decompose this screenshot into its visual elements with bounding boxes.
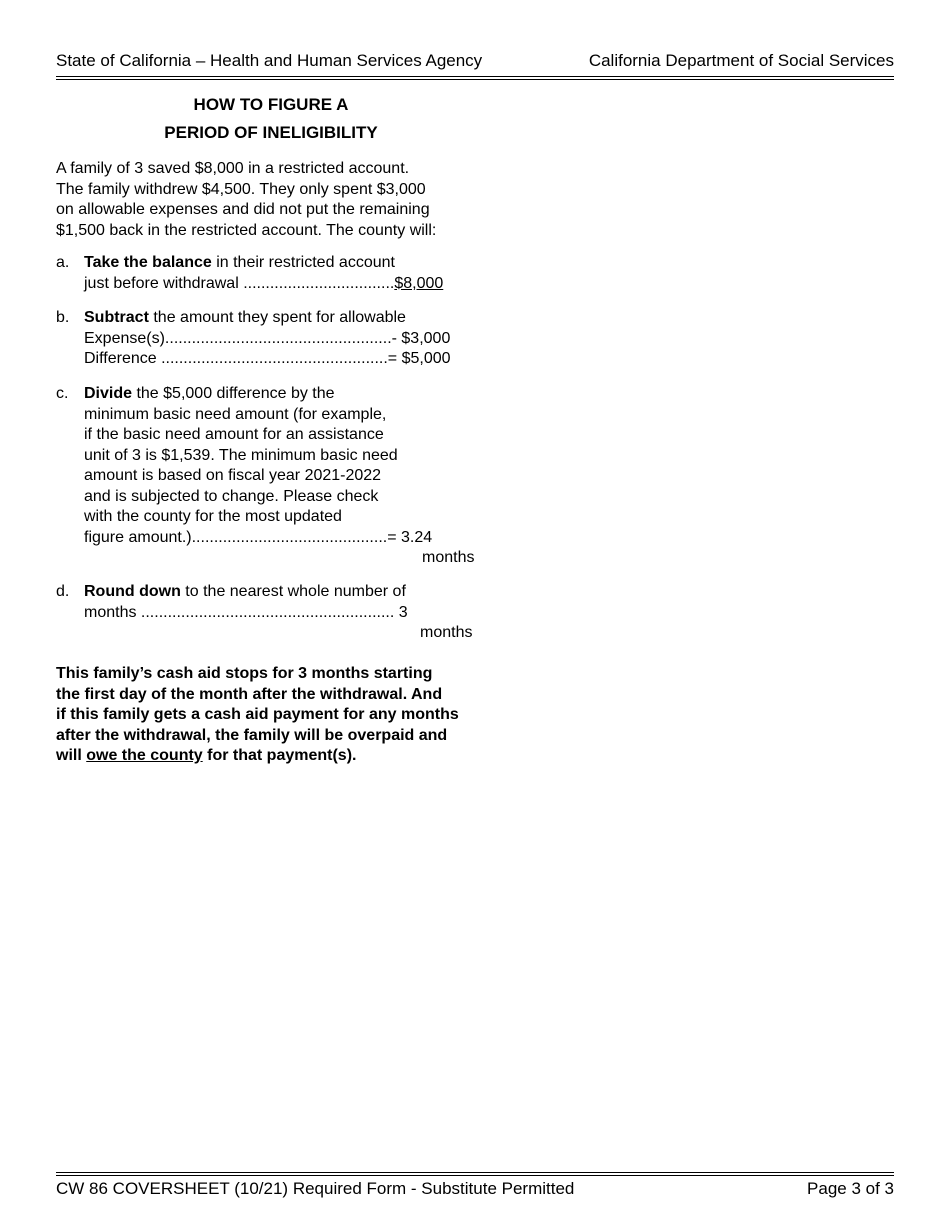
step-a-leader: just before withdrawal ..................................: [84, 274, 395, 292]
step-c-line: amount is based on fiscal year 2021-2022: [84, 467, 382, 484]
step-a-rest: in their restricted account: [211, 254, 395, 271]
step-b-letter: b.: [56, 309, 70, 326]
step-d-result: months ......................................................... 3: [84, 603, 408, 621]
closing-paragraph: [56, 664, 496, 767]
step-a-letter: a.: [56, 254, 70, 271]
step-c-line: and is subjected to change. Please check: [84, 487, 379, 505]
step-d-rest: to the nearest whole number of: [180, 583, 406, 600]
step-c-bold: Divide: [84, 385, 133, 402]
closing-post: for that payment(s).: [202, 747, 357, 764]
step-c-line: unit of 3 is $1,539. The minimum basic need: [84, 446, 398, 464]
step-d-unit: months: [420, 624, 473, 641]
step-c-line: minimum basic need amount (for example,: [84, 405, 387, 423]
page-header: [56, 51, 894, 75]
intro-line: The family withdrew $4,500. They only spent $3,000: [56, 180, 426, 198]
step-b-bold: Subtract: [84, 309, 149, 326]
step-a-line-2: [84, 274, 443, 295]
closing-line: the first day of the month after the withdrawal. And: [56, 685, 443, 703]
closing-line: if this family gets a cash aid payment for any months: [56, 706, 459, 723]
header-agency: State of California – Health and Human Services Agency: [56, 51, 483, 70]
step-c-result: figure amount.)............................................= 3.24: [84, 528, 433, 546]
footer-rule: [56, 1172, 894, 1173]
step-c-rest: the $5,000 difference by the: [132, 385, 335, 402]
step-c-line-1: [84, 384, 335, 405]
intro-line: on allowable expenses and did not put the remaining: [56, 201, 430, 218]
closing-pre: will: [56, 747, 87, 764]
step-b-difference: Difference ...................................................= $5,000: [84, 350, 451, 367]
intro-line: $1,500 back in the restricted account. The county will:: [56, 221, 437, 239]
step-a-bold: Take the balance: [84, 254, 212, 271]
closing-underlined: owe the county: [86, 747, 203, 764]
closing-line: This family’s cash aid stops for 3 months starting: [56, 665, 433, 682]
step-c-line: if the basic need amount for an assistance: [84, 426, 384, 443]
step-a-value: $8,000: [394, 274, 444, 292]
intro-line: A family of 3 saved $8,000 in a restricted account.: [56, 160, 410, 177]
step-b-line-1: [84, 308, 406, 329]
step-b-expense: Expense(s)...................................................- $3,000: [84, 329, 451, 347]
title-line-2: PERIOD OF INELIGIBILITY: [164, 123, 378, 142]
footer-page-number: Page 3 of 3: [807, 1179, 894, 1198]
title-line-1: HOW TO FIGURE A: [193, 95, 349, 114]
footer-rule-2: [56, 1175, 894, 1176]
header-department: California Department of Social Services: [588, 51, 894, 70]
step-b-rest: the amount they spent for allowable: [148, 309, 406, 326]
step-d-bold: Round down: [84, 583, 181, 600]
step-c-line: with the county for the most updated: [84, 508, 342, 525]
page-footer: [56, 1179, 894, 1203]
step-c-letter: c.: [56, 385, 69, 402]
step-a-line-1: [84, 253, 395, 274]
header-rule-2: [56, 79, 894, 80]
step-c-unit: months: [422, 549, 475, 566]
step-d-letter: d.: [56, 583, 70, 600]
intro-paragraph: [56, 159, 496, 241]
closing-line: [56, 746, 496, 767]
footer-form-id: CW 86 COVERSHEET (10/21) Required Form - Substitute Permitted: [56, 1179, 575, 1198]
step-d-line-1: [84, 582, 406, 603]
closing-line: after the withdrawal, the family will be overpaid and: [56, 726, 448, 744]
header-rule: [56, 76, 894, 77]
